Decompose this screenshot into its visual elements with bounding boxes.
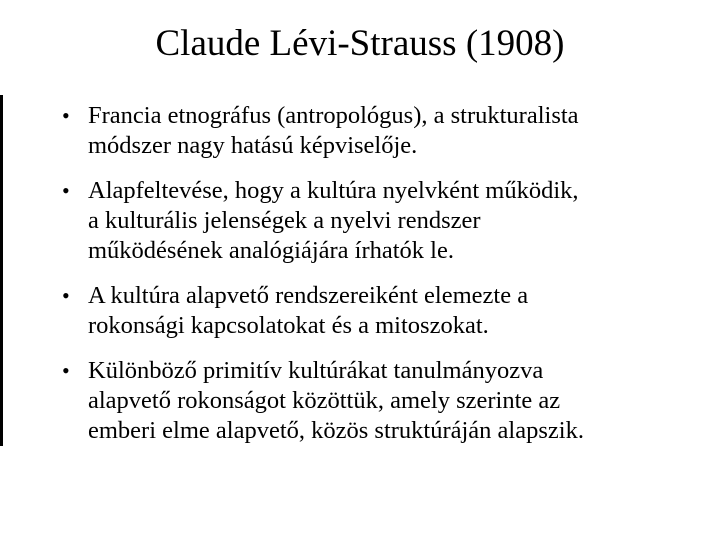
bullet-icon: •	[62, 358, 70, 383]
bullet-item	[62, 356, 682, 446]
bullet-item	[62, 101, 682, 161]
bullet-line: Francia etnográfus (antropológus), a strukturalista	[88, 102, 579, 129]
bullet-text	[88, 101, 682, 161]
bullet-text	[88, 356, 682, 446]
left-edge-line	[0, 95, 3, 446]
bullet-line: rokonsági kapcsolatokat és a mitoszokat.	[88, 312, 489, 339]
bullet-line: Különböző primitív kultúrákat tanulmányozva	[88, 357, 544, 384]
bullet-line: emberi elme alapvető, közös struktúráján alapszik.	[88, 417, 584, 444]
page-title: Claude Lévi-Strauss (1908)	[155, 23, 565, 64]
bullet-icon: •	[62, 103, 70, 128]
bullet-line: módszer nagy hatású képviselője.	[88, 132, 418, 159]
bullet-text	[88, 281, 682, 341]
bullet-text	[88, 176, 682, 266]
bullet-line: a kulturális jelenségek a nyelvi rendszer	[88, 207, 481, 234]
bullet-line: Alapfeltevése, hogy a kultúra nyelvként működik,	[88, 177, 579, 204]
bullet-icon: •	[62, 178, 70, 203]
bullet-icon: •	[62, 283, 70, 308]
bullet-item	[62, 176, 682, 266]
bullet-line: A kultúra alapvető rendszereiként elemezte a	[88, 282, 529, 309]
bullet-list	[62, 101, 682, 461]
bullet-item	[62, 281, 682, 341]
bullet-line: alapvető rokonságot közöttük, amely szerinte az	[88, 387, 561, 414]
bullet-line: működésének analógiájára írhatók le.	[88, 237, 454, 264]
